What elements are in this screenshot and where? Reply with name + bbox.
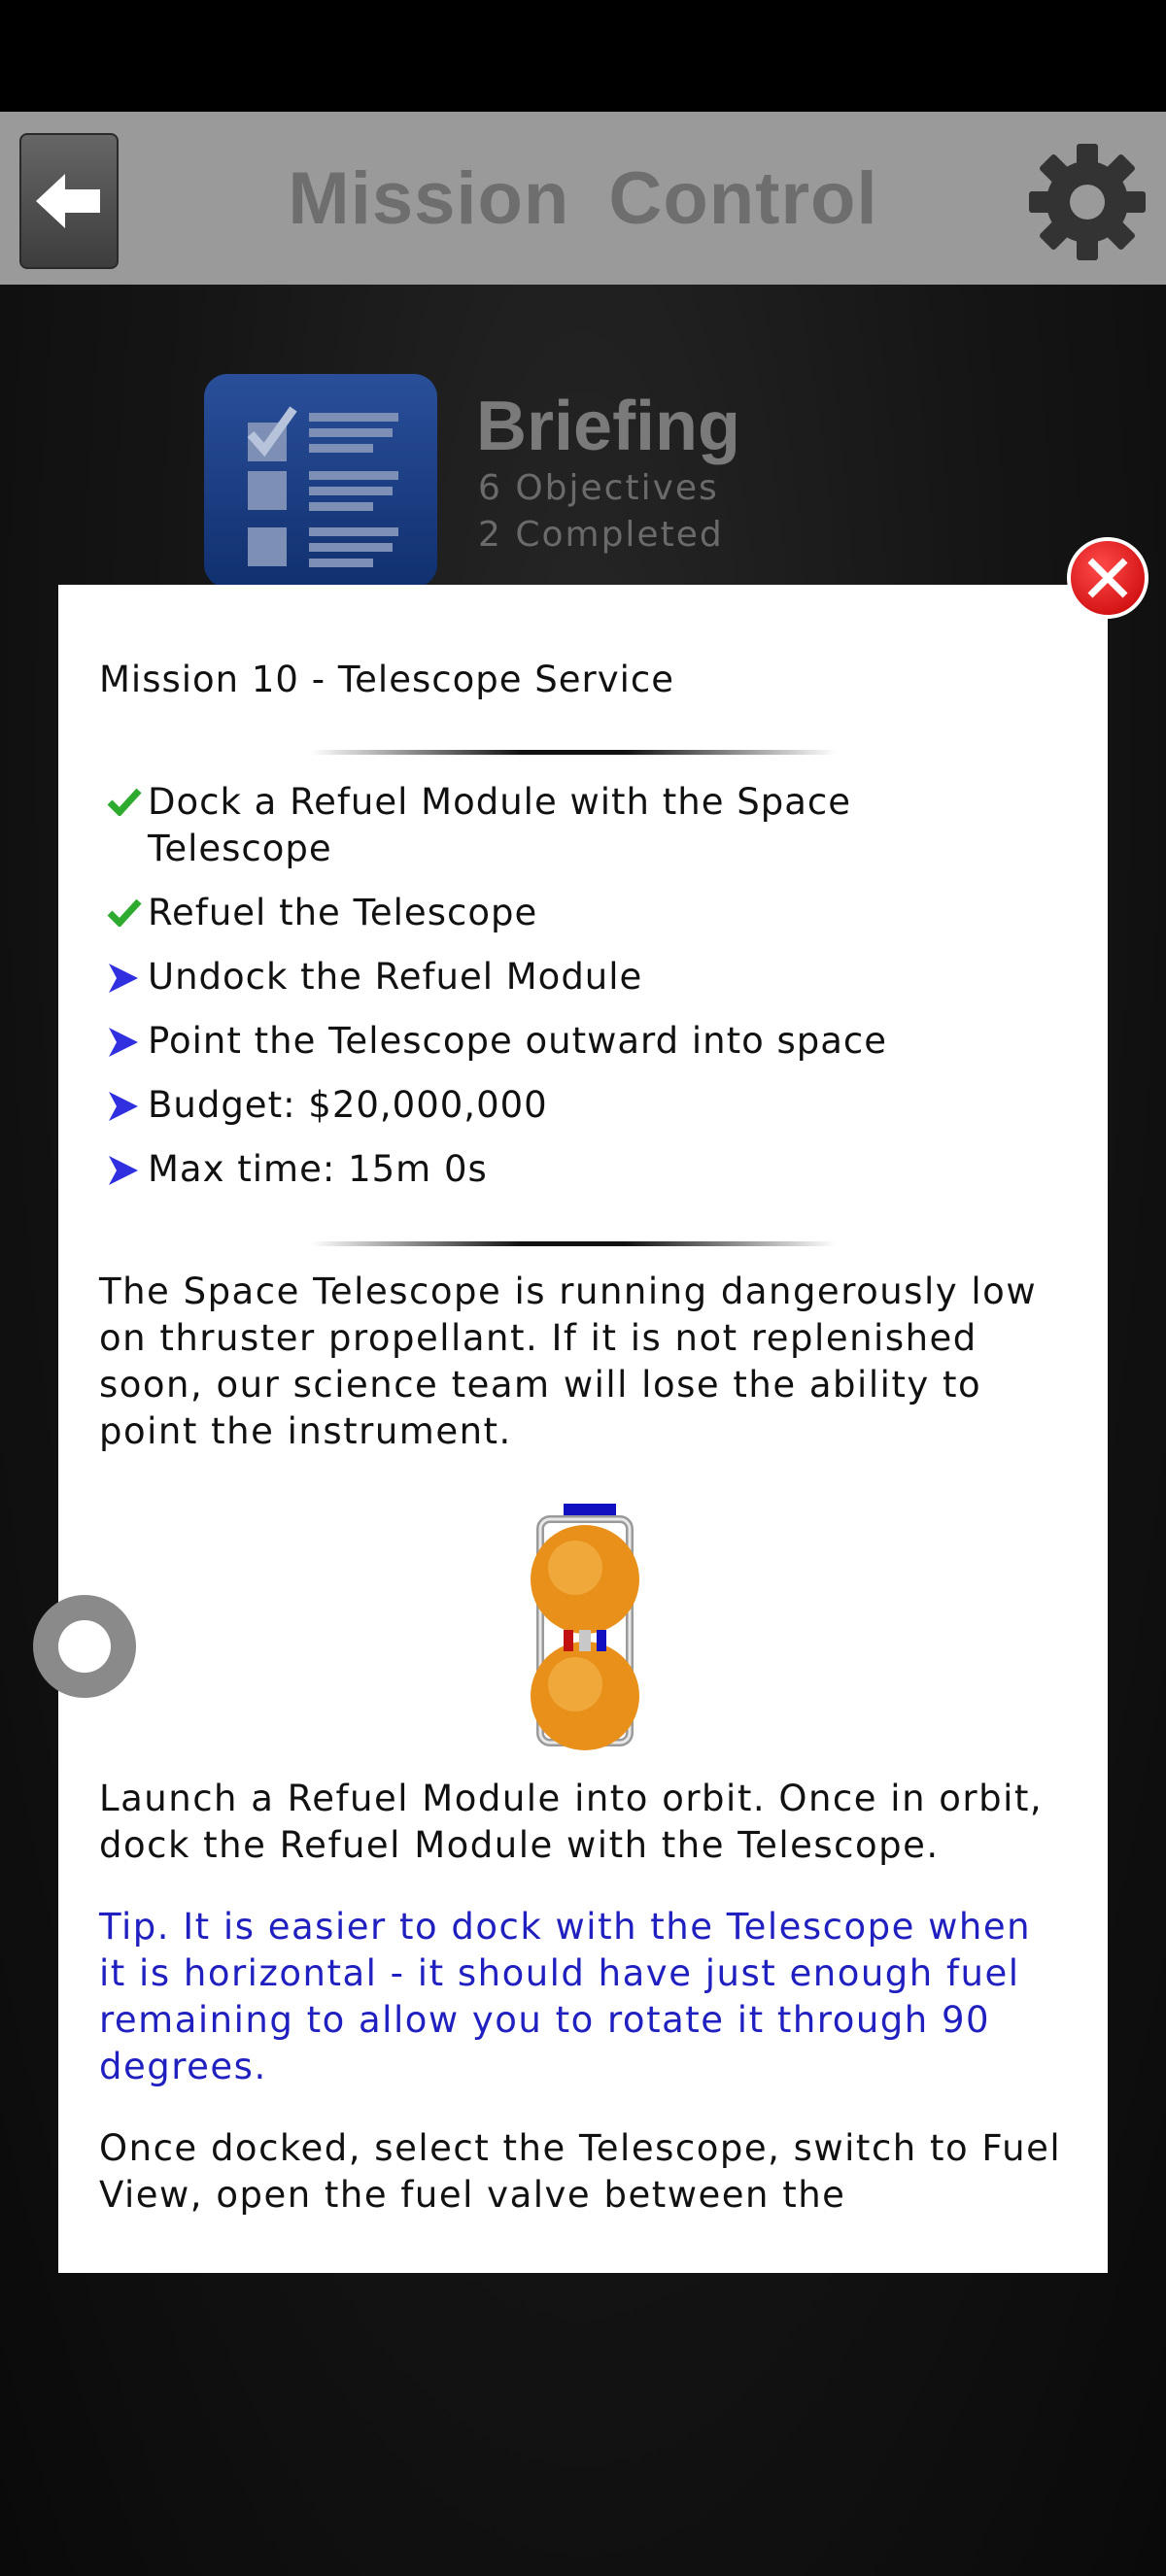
top-bar <box>0 112 1166 285</box>
divider-top <box>311 750 836 755</box>
mission-title: Mission 10 - Telescope Service <box>99 659 674 700</box>
launch-instruction: Launch a Refuel Module into orbit. Once in orbit, dock the Refuel Module with the Telescope. <box>99 1778 1044 1866</box>
objective-item: Point the Telescope outward into space <box>148 1018 1022 1065</box>
arrow-right-icon <box>107 962 140 995</box>
page-title: Mission Control <box>288 156 878 240</box>
close-button[interactable] <box>1067 537 1149 619</box>
arrow-right-icon <box>107 1154 140 1187</box>
briefing-title: Briefing <box>476 388 741 465</box>
tip-text: Tip. It is easier to dock with the Telescope when it is horizontal - it should have just enough fuel remaining to allow you to rotate it through 90 degrees. <box>99 1906 1032 2087</box>
mission-briefing-modal <box>58 585 1108 2273</box>
objective-item: Undock the Refuel Module <box>148 954 1022 1000</box>
docking-instruction: Once docked, select the Telescope, switch to Fuel View, open the fuel valve between the <box>99 2127 1062 2216</box>
refuel-module-spacecraft-icon <box>525 1498 645 1750</box>
objective-item: Budget: $20,000,000 <box>148 1082 1022 1129</box>
checkmark-icon <box>107 898 142 927</box>
objective-item: Dock a Refuel Module with the Space Telescope <box>148 779 1022 872</box>
scroll-handle[interactable] <box>33 1595 136 1698</box>
arrow-right-icon <box>107 1090 140 1123</box>
status-bar <box>0 0 1166 112</box>
mission-description: The Space Telescope is running dangerously low on thruster propellant. If it is not replenished soon, our science team will lose the ability to point the instrument. <box>99 1271 1038 1452</box>
divider-bottom <box>311 1241 836 1246</box>
briefing-checklist-icon[interactable] <box>204 374 437 588</box>
completed-count: 2 Completed <box>478 515 724 555</box>
arrow-right-icon <box>107 1026 140 1059</box>
back-arrow-icon <box>36 170 102 232</box>
objective-item: Max time: 15m 0s <box>148 1146 1022 1193</box>
objectives-count: 6 Objectives <box>478 468 719 508</box>
settings-gear-icon[interactable] <box>1028 143 1147 261</box>
checkmark-icon <box>107 787 142 816</box>
objective-item: Refuel the Telescope <box>148 890 1022 936</box>
back-button[interactable] <box>19 133 119 269</box>
close-icon <box>1084 555 1131 601</box>
